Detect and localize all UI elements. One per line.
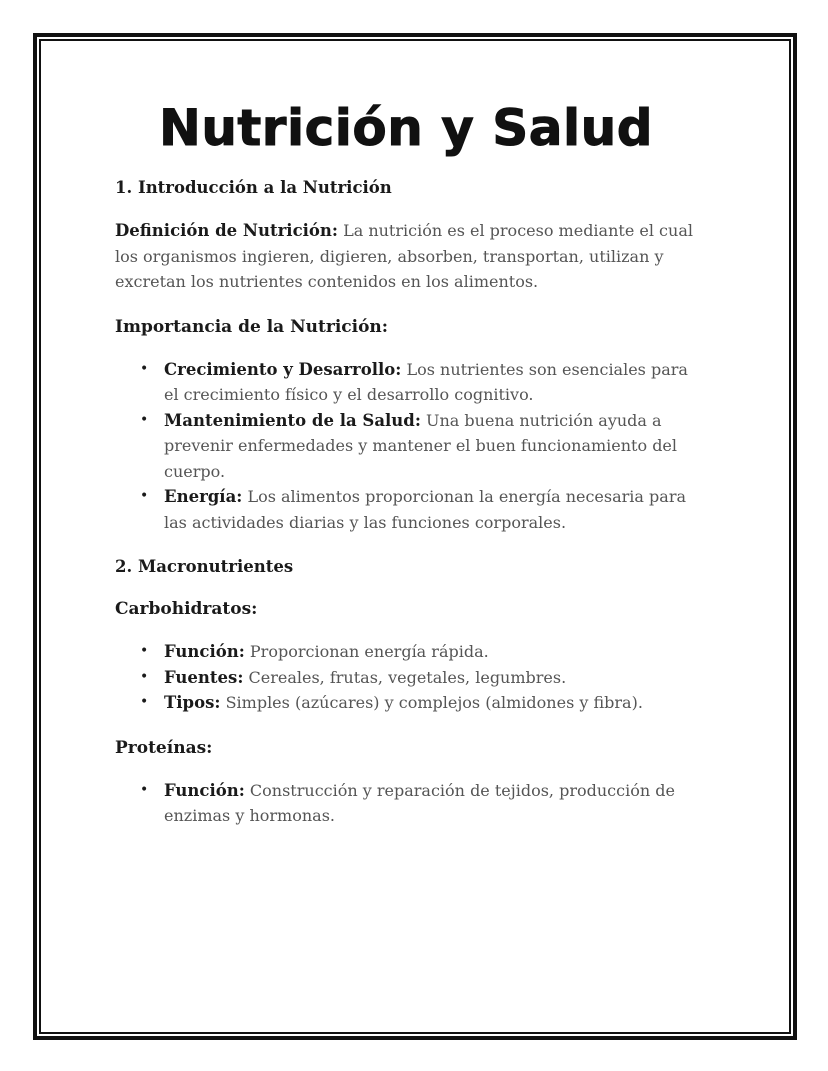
section-heading-macronutrientes: 2. Macronutrientes	[115, 557, 294, 576]
definition-text: La nutrición es el proceso mediante el cual los organismos ingieren, digieren, absorben, transportan, utilizan y excretan los nutrientes contenidos en los alimentos.	[115, 221, 693, 291]
list-item	[140, 484, 705, 535]
importance-list	[115, 357, 705, 536]
list-item	[140, 665, 705, 691]
list-item-label: Mantenimiento de la Salud:	[164, 410, 421, 430]
bullet-icon: •	[140, 694, 149, 710]
list-item-text: Proporcionan energía rápida.	[244, 642, 489, 661]
list-item-label: Energía:	[164, 487, 243, 506]
bullet-icon: •	[140, 411, 149, 428]
subheading-importancia: Importancia de la Nutrición:	[115, 316, 389, 337]
page-title: Nutrición y Salud	[158, 99, 654, 157]
subheading-carbohidratos: Carbohidratos:	[115, 599, 258, 619]
document-body	[115, 92, 705, 849]
section-heading-introduccion: 1. Introducción a la Nutrición	[115, 178, 392, 197]
definition-paragraph	[115, 218, 705, 295]
list-item-label: Fuentes:	[164, 667, 244, 687]
definition-label: Definición de Nutrición:	[115, 221, 338, 240]
list-item	[140, 690, 705, 716]
list-item-label: Tipos:	[164, 693, 221, 712]
list-item-label: Función:	[164, 780, 245, 800]
bullet-icon: •	[140, 488, 149, 504]
list-item	[140, 639, 705, 665]
bullet-icon: •	[140, 360, 149, 377]
list-item-text: Construcción y reparación de tejidos, producción de enzimas y hormonas.	[164, 780, 675, 825]
list-item-label: Función:	[164, 642, 245, 661]
list-item-label: Crecimiento y Desarrollo:	[164, 359, 402, 379]
list-item	[140, 408, 705, 485]
list-item-text: Los nutrientes son esenciales para el crecimiento físico y el desarrollo cognitivo.	[164, 359, 688, 404]
list-item	[140, 357, 705, 408]
list-item-text: Una buena nutrición ayuda a prevenir enfermedades y mantener el buen funcionamiento del cuerpo.	[164, 410, 678, 481]
subheading-proteinas: Proteínas:	[115, 737, 213, 758]
bullet-icon: •	[140, 643, 149, 659]
carbs-list	[115, 639, 705, 716]
list-item-text: Simples (azúcares) y complejos (almidones y fibra).	[220, 693, 643, 712]
list-item-text: Los alimentos proporcionan la energía necesaria para las actividades diarias y las funciones corporales.	[164, 487, 686, 532]
list-item	[140, 778, 705, 829]
bullet-icon: •	[140, 781, 149, 798]
proteins-list	[115, 778, 705, 829]
list-item-text: Cereales, frutas, vegetales, legumbres.	[243, 667, 567, 687]
bullet-icon: •	[140, 668, 149, 685]
